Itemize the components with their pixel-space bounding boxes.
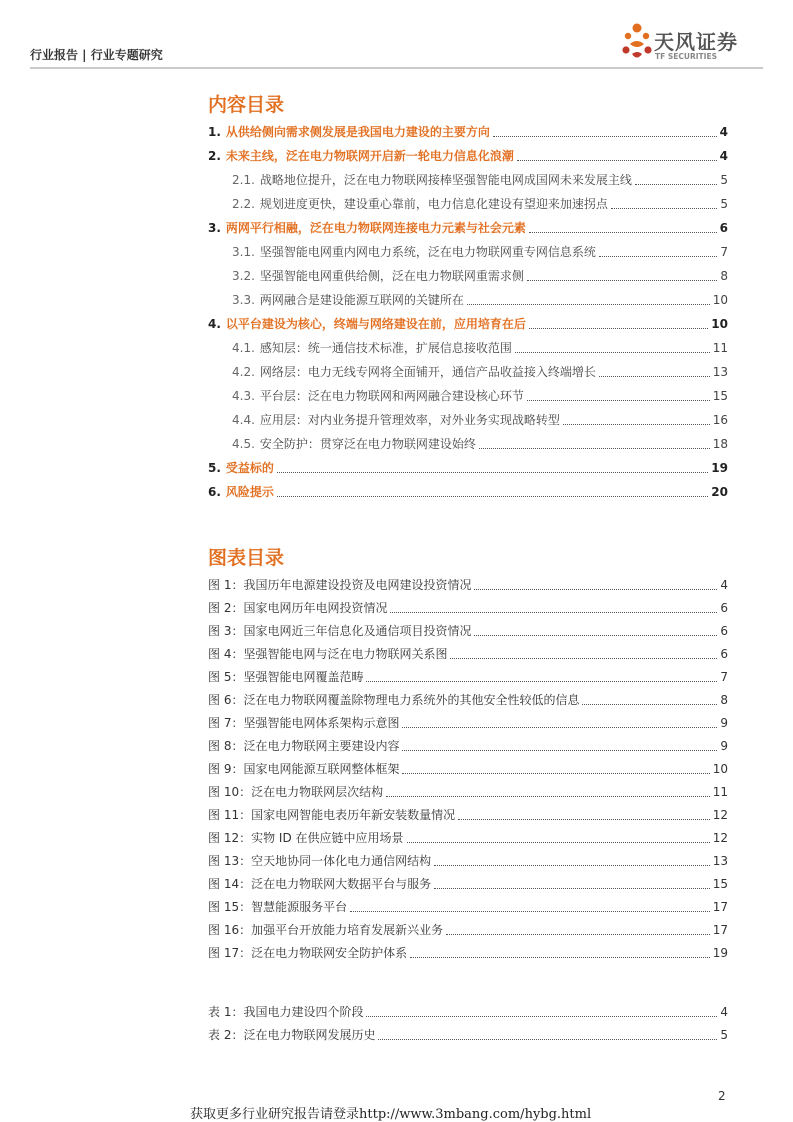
figure-item-page: 13 <box>712 854 728 868</box>
figure-item-page: 15 <box>712 877 728 891</box>
toc-item[interactable] <box>208 456 728 476</box>
toc-item-title: 两网融合是建设能源互联网的关键所在 <box>259 293 464 307</box>
toc-item[interactable] <box>208 312 728 332</box>
toc-item-page: 18 <box>712 437 728 451</box>
toc-item-number: 6. <box>208 485 221 499</box>
toc-subitem[interactable] <box>232 168 728 188</box>
toc-item-number: 4. <box>208 317 221 331</box>
toc-item-title: 平台层：泛在电力物联网和两网融合建设核心环节 <box>259 389 524 403</box>
toc-item-page: 4 <box>719 149 728 163</box>
toc-leader <box>350 911 710 912</box>
toc-leader <box>277 472 708 473</box>
toc-item-number: 3.1. <box>232 245 255 259</box>
figure-item[interactable] <box>208 619 728 639</box>
figure-item-label: 图 12：实物 ID 在供应链中应用场景 <box>208 831 404 845</box>
toc-leader <box>366 1016 717 1017</box>
toc-item-title: 应用层：对内业务提升管理效率，对外业务实现战略转型 <box>259 413 560 427</box>
toc-item-number: 4.5. <box>232 437 255 451</box>
toc-title: 内容目录 <box>208 94 285 116</box>
figure-item-label: 图 1：我国历年电源建设投资及电网建设投资情况 <box>208 578 472 592</box>
figure-item[interactable] <box>208 849 728 869</box>
toc-item-page: 16 <box>712 413 728 427</box>
table-item-label: 表 1：我国电力建设四个阶段 <box>208 1005 364 1019</box>
figure-item-page: 17 <box>712 900 728 914</box>
toc-leader <box>434 865 710 866</box>
logo-text-en: TF SECURITIES <box>655 52 717 61</box>
figure-item[interactable] <box>208 665 728 685</box>
logo-mark-icon <box>620 22 654 62</box>
figure-item-page: 12 <box>712 808 728 822</box>
toc-item-page: 8 <box>720 269 728 283</box>
figure-item[interactable] <box>208 688 728 708</box>
figure-item-page: 6 <box>720 647 728 661</box>
toc-item-title: 感知层：统一通信技术标准，扩展信息接收范围 <box>259 341 512 355</box>
toc-item-page: 7 <box>720 245 728 259</box>
toc-leader <box>517 160 717 161</box>
figure-item-page: 12 <box>712 831 728 845</box>
toc-leader <box>527 400 710 401</box>
toc-item-number: 4.1. <box>232 341 255 355</box>
toc-item-number: 3.2. <box>232 269 255 283</box>
toc-leader <box>458 819 710 820</box>
figure-item[interactable] <box>208 780 728 800</box>
toc-leader <box>390 612 717 613</box>
toc-item-page: 5 <box>720 173 728 187</box>
header-label: 行业报告 | 行业专题研究 <box>30 48 163 62</box>
toc-subitem[interactable] <box>232 336 728 356</box>
toc-item-title: 坚强智能电网重供给侧，泛在电力物联网重需求侧 <box>259 269 524 283</box>
toc-item-number: 2. <box>208 149 221 163</box>
toc-leader <box>378 1039 717 1040</box>
figure-item-label: 图 4：坚强智能电网与泛在电力物联网关系图 <box>208 647 448 661</box>
toc-leader <box>474 589 717 590</box>
toc-leader <box>402 773 709 774</box>
figure-item[interactable] <box>208 642 728 662</box>
figure-item-page: 19 <box>712 946 728 960</box>
toc-item-title: 从供给侧向需求侧发展是我国电力建设的主要方向 <box>225 125 490 139</box>
toc-leader <box>563 424 710 425</box>
toc-item-title: 网络层：电力无线专网将全面铺开，通信产品收益接入终端增长 <box>259 365 596 379</box>
figure-item[interactable] <box>208 803 728 823</box>
toc-leader <box>402 727 717 728</box>
logo-text-cn: 天风证券 <box>654 30 738 54</box>
toc-item-number: 4.3. <box>232 389 255 403</box>
toc-leader <box>386 796 710 797</box>
table-item-label: 表 2：泛在电力物联网发展历史 <box>208 1028 376 1042</box>
toc-item-number: 5. <box>208 461 221 475</box>
toc-item-number: 4.4. <box>232 413 255 427</box>
toc-item-page: 10 <box>711 317 728 331</box>
toc-leader <box>467 304 710 305</box>
toc-item-number: 4.2. <box>232 365 255 379</box>
figure-item-label: 图 10：泛在电力物联网层次结构 <box>208 785 384 799</box>
toc-item-title: 安全防护：贯穿泛在电力物联网建设始终 <box>259 437 476 451</box>
figure-item-page: 8 <box>720 693 728 707</box>
figure-item-label: 图 6：泛在电力物联网覆盖除物理电力系统外的其他安全性较低的信息 <box>208 693 580 707</box>
toc-leader <box>527 280 717 281</box>
toc-item-number: 2.2. <box>232 197 255 211</box>
toc-item-title: 受益标的 <box>225 461 274 475</box>
figure-item-label: 图 7：坚强智能电网体系架构示意图 <box>208 716 400 730</box>
toc-subitem[interactable] <box>232 408 728 428</box>
toc-leader <box>402 750 717 751</box>
toc-item[interactable] <box>208 480 728 500</box>
toc-leader <box>582 704 717 705</box>
figure-item[interactable] <box>208 757 728 777</box>
footer-link-text[interactable]: 获取更多行业研究报告请登录http://www.3mbang.com/hybg.html <box>190 1107 592 1122</box>
figures-title: 图表目录 <box>208 547 285 569</box>
figure-item-page: 7 <box>720 670 728 684</box>
figure-item-label: 图 11：国家电网智能电表历年新安装数量情况 <box>208 808 456 822</box>
toc-subitem[interactable] <box>232 384 728 404</box>
toc-item[interactable] <box>208 216 728 236</box>
figure-item-label: 图 13：空天地协同一体化电力通信网结构 <box>208 854 432 868</box>
figure-item-page: 6 <box>720 601 728 615</box>
toc-item-number: 1. <box>208 125 221 139</box>
figure-item-page: 9 <box>720 716 728 730</box>
toc-item-number: 3. <box>208 221 221 235</box>
figure-item-page: 4 <box>720 578 728 592</box>
toc-leader <box>599 376 710 377</box>
toc-item-page: 10 <box>712 293 728 307</box>
figure-item-label: 图 2：国家电网历年电网投资情况 <box>208 601 388 615</box>
toc-leader <box>493 136 717 137</box>
toc-item-page: 20 <box>711 485 728 499</box>
toc-leader <box>277 496 708 497</box>
toc-item-title: 未来主线，泛在电力物联网开启新一轮电力信息化浪潮 <box>225 149 514 163</box>
toc-subitem[interactable] <box>232 288 728 308</box>
figure-item-label: 图 8：泛在电力物联网主要建设内容 <box>208 739 400 753</box>
figure-item-page: 11 <box>712 785 728 799</box>
figure-item[interactable] <box>208 826 728 846</box>
figure-item-label: 图 14：泛在电力物联网大数据平台与服务 <box>208 877 432 891</box>
figure-item[interactable] <box>208 918 728 938</box>
toc-item-page: 6 <box>719 221 728 235</box>
table-item-page: 5 <box>720 1028 728 1042</box>
toc-subitem[interactable] <box>232 192 728 212</box>
figure-item[interactable] <box>208 941 728 961</box>
figure-item[interactable] <box>208 596 728 616</box>
figure-item-page: 17 <box>712 923 728 937</box>
toc-item-page: 19 <box>711 461 728 475</box>
figure-item[interactable] <box>208 711 728 731</box>
toc-subitem[interactable] <box>232 264 728 284</box>
toc-item-page: 11 <box>712 341 728 355</box>
table-item[interactable] <box>208 1023 728 1043</box>
figure-item-page: 6 <box>720 624 728 638</box>
toc-leader <box>599 256 717 257</box>
toc-item-title: 风险提示 <box>225 485 274 499</box>
toc-leader <box>479 448 710 449</box>
figure-item[interactable] <box>208 872 728 892</box>
toc-leader <box>434 888 710 889</box>
header-divider <box>30 67 763 69</box>
toc-leader <box>407 842 710 843</box>
figure-item-label: 图 9：国家电网能源互联网整体框架 <box>208 762 400 776</box>
toc-leader <box>446 934 710 935</box>
toc-item-title: 两网平行相融，泛在电力物联网连接电力元素与社会元素 <box>225 221 526 235</box>
figure-item-page: 9 <box>720 739 728 753</box>
toc-subitem[interactable] <box>232 240 728 260</box>
toc-subitem[interactable] <box>232 432 728 452</box>
toc-item-number: 2.1. <box>232 173 255 187</box>
toc-leader <box>529 232 717 233</box>
toc-leader <box>611 208 717 209</box>
toc-subitem[interactable] <box>232 360 728 380</box>
toc-item-title: 战略地位提升，泛在电力物联网接棒坚强智能电网成国网未来发展主线 <box>259 173 632 187</box>
toc-leader <box>515 352 710 353</box>
toc-leader <box>366 681 717 682</box>
figure-item-label: 图 3：国家电网近三年信息化及通信项目投资情况 <box>208 624 472 638</box>
figure-item[interactable] <box>208 895 728 915</box>
toc-leader <box>410 957 710 958</box>
toc-item-page: 13 <box>712 365 728 379</box>
figure-item[interactable] <box>208 573 728 593</box>
toc-leader <box>635 184 717 185</box>
toc-item-title: 以平台建设为核心，终端与网络建设在前，应用培育在后 <box>225 317 526 331</box>
figure-item-label: 图 17：泛在电力物联网安全防护体系 <box>208 946 408 960</box>
figure-item-page: 10 <box>712 762 728 776</box>
toc-item-number: 3.3. <box>232 293 255 307</box>
page-number: 2 <box>718 1089 726 1103</box>
toc-leader <box>474 635 717 636</box>
figure-item-label: 图 5：坚强智能电网覆盖范畴 <box>208 670 364 684</box>
toc-item-page: 15 <box>712 389 728 403</box>
toc-leader <box>529 328 708 329</box>
toc-item[interactable] <box>208 144 728 164</box>
table-item[interactable] <box>208 1000 728 1020</box>
company-logo <box>620 20 740 68</box>
toc-item-page: 4 <box>719 125 728 139</box>
toc-item-page: 5 <box>720 197 728 211</box>
figure-item[interactable] <box>208 734 728 754</box>
table-item-page: 4 <box>720 1005 728 1019</box>
figure-item-label: 图 16：加强平台开放能力培育发展新兴业务 <box>208 923 444 937</box>
toc-leader <box>450 658 717 659</box>
toc-item-title: 坚强智能电网重内网电力系统，泛在电力物联网重专网信息系统 <box>259 245 596 259</box>
toc-item-title: 规划进度更快，建设重心靠前，电力信息化建设有望迎来加速拐点 <box>259 197 608 211</box>
figure-item-label: 图 15：智慧能源服务平台 <box>208 900 348 914</box>
toc-item[interactable] <box>208 120 728 140</box>
